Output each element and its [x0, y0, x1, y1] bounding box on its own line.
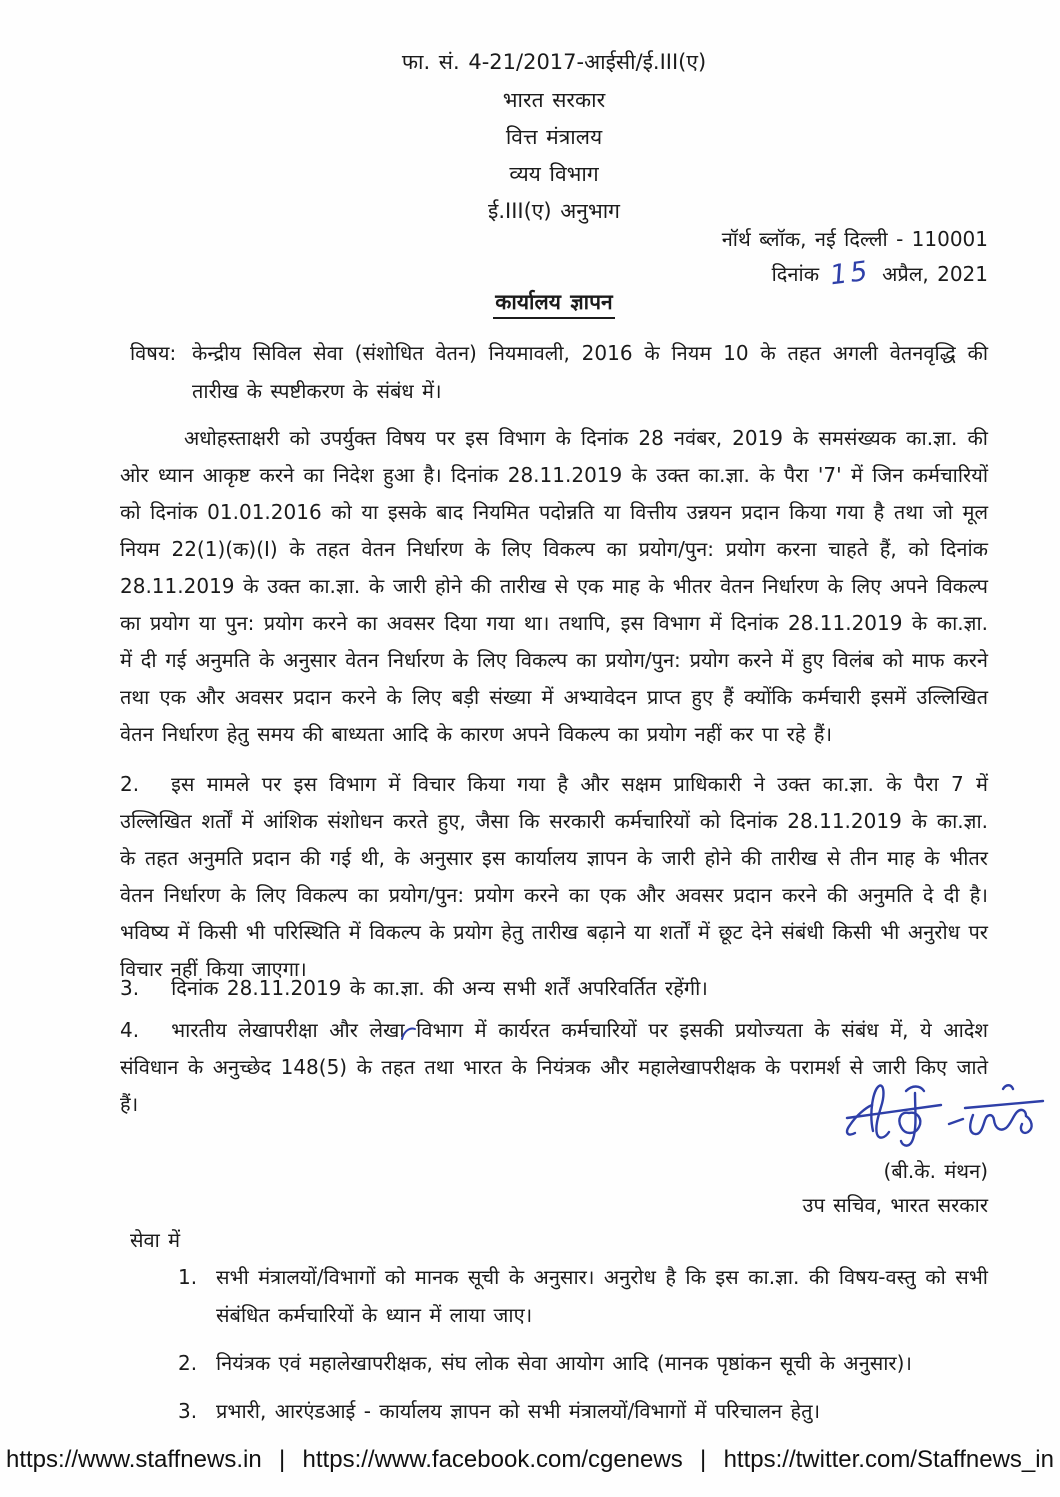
org-line-section: ई.III(ए) अनुभाग	[488, 199, 620, 223]
paragraph-number: 4.	[120, 1018, 140, 1042]
item-number: 3.	[178, 1399, 198, 1423]
distribution-item-2	[178, 1344, 988, 1382]
letterhead	[120, 44, 988, 230]
subject-line	[130, 334, 988, 410]
item-text: सभी मंत्रालयों/विभागों को मानक सूची के अनुसार। अनुरोध है कि इस का.ज्ञा. की विषय-वस्तु को सभी संबंधित कर्मचारियों के ध्यान में लाया जाए।	[216, 1265, 988, 1327]
handwritten-date: 15	[828, 255, 873, 292]
body-paragraph-2	[120, 766, 988, 988]
footer-separator: |	[278, 1446, 286, 1473]
paragraph-text: अधोहस्ताक्षरी को उपर्युक्त विषय पर इस विभाग के दिनांक 28 नवंबर, 2019 के समसंख्यक का.ज्ञा. की ओर ध्यान आकृष्ट करने का निदेश हुआ है। दिनांक 28.11.2019 के उक्त का.ज्ञा. के पैरा '7' में जिन कर्मचारियों को दिनांक 01.01.2016 को या इसके बाद नियमित पदोन्नति या वित्तीय उन्नयन प्रदान किया गया है तथा जो मूल नियम 22(1)(क)(I) के तहत वेतन निर्धारण के लिए विकल्प का प्रयोग/पुन: प्रयोग करना चाहते हैं, को दिनांक 28.11.2019 के उक्त का.ज्ञा. के जारी होने की तारीख से एक माह के भीतर वेतन निर्धारण के लिए अपने विकल्प का प्रयोग या पुन: प्रयोग करने का अवसर दिया गया था। तथापि, इस विभाग में दिनांक 28.11.2019 के का.ज्ञा. में दी गई अनुमति के अनुसार वेतन निर्धारण के लिए विकल्प का प्रयोग/पुन: प्रयोग करने में हुए विलंब को माफ करने तथा एक और अवसर प्रदान करने के लिए बड़ी संख्या में अभ्यावेदन प्राप्त हुए हैं क्योंकि कर्मचारी इसमें उल्लिखित वेतन निर्धारण हेतु समय की बाध्यता आदि के कारण अपने विकल्प का प्रयोग नहीं कर पा रहे हैं।	[120, 426, 988, 746]
item-text: प्रभारी, आरएंडआई - कार्यालय ज्ञापन को सभी मंत्रालयों/विभागों में परिचालन हेतु।	[216, 1399, 821, 1423]
address-date-block	[722, 222, 988, 291]
item-number: 2.	[178, 1351, 198, 1375]
org-line-department: व्यय विभाग	[509, 162, 599, 186]
date-suffix: अप्रैल, 2021	[882, 262, 988, 286]
distribution-item-1	[178, 1258, 988, 1334]
paragraph-number: 2.	[120, 772, 140, 796]
paragraph-text: दिनांक 28.11.2019 के का.ज्ञा. की अन्य सभी शर्तें अपरिवर्तित रहेंगी।	[171, 976, 708, 1000]
org-line-ministry: वित्त मंत्रालय	[505, 125, 603, 149]
footer-link-twitter: https://twitter.com/Staffnews_in	[723, 1446, 1054, 1473]
distribution-list	[178, 1258, 988, 1440]
item-text: नियंत्रक एवं महालेखापरीक्षक, संघ लोक सेवा आयोग आदि (मानक पृष्ठांकन सूची के अनुसार)।	[216, 1351, 912, 1375]
paragraph-text: भारतीय लेखापरीक्षा और लेखा विभाग में कार्यरत कर्मचारियों पर इसकी प्रयोज्यता के संबंध में, ये आदेश संविधान के अनुच्छेद 148(5) के तहत तथा भारत के नियंत्रक और महालेखापरीक्षक के परामर्श से जारी किए जाते हैं।	[120, 1018, 988, 1116]
date-prefix: दिनांक	[771, 262, 820, 286]
stray-ink-mark	[400, 1026, 418, 1042]
memo-title: कार्यालय ज्ञापन	[493, 290, 614, 319]
paragraph-number: 3.	[120, 976, 140, 1000]
footer-link-facebook: https://www.facebook.com/cgenews	[302, 1446, 683, 1473]
file-number: फा. सं. 4-21/2017-आईसी/ई.III(ए)	[401, 50, 707, 74]
signature-ink	[843, 1075, 1055, 1160]
memo-title-row	[120, 288, 988, 316]
footer-separator: |	[700, 1446, 707, 1473]
body-paragraph-1	[120, 420, 988, 753]
org-line-government: भारत सरकार	[502, 88, 606, 112]
signatory-name: (बी.के. मंथन)	[883, 1159, 988, 1183]
footer-link-staffnews: https://www.staffnews.in	[6, 1446, 262, 1473]
distribution-item-3	[178, 1392, 988, 1430]
date-line	[722, 256, 988, 291]
item-number: 1.	[178, 1265, 198, 1289]
distribution-heading: सेवा में	[130, 1228, 181, 1252]
subject-label: विषय:	[130, 341, 177, 365]
signatory-designation: उप सचिव, भारत सरकार	[802, 1193, 988, 1217]
subject-text: केन्द्रीय सिविल सेवा (संशोधित वेतन) नियमावली, 2016 के नियम 10 के तहत अगली वेतनवृद्धि की तारीख के स्पष्टीकरण के संबंध में।	[192, 341, 988, 403]
office-address: नॉर्थ ब्लॉक, नई दिल्ली - 110001	[721, 227, 988, 251]
footer-bar	[6, 1446, 1054, 1474]
body-paragraph-3	[120, 970, 988, 1007]
paragraph-text: इस मामले पर इस विभाग में विचार किया गया है और सक्षम प्राधिकारी ने उक्त का.ज्ञा. के पैरा 7 में उल्लिखित शर्तों में आंशिक संशोधन करते हुए, जैसा कि सरकारी कर्मचारियों को दिनांक 28.11.2019 के का.ज्ञा. के तहत अनुमति प्रदान की गई थी, के अनुसार इस कार्यालय ज्ञापन के जारी होने की तारीख से तीन माह के भीतर वेतन निर्धारण के लिए विकल्प का प्रयोग/पुन: प्रयोग करने का एक और अवसर प्रदान करने की अनुमति दे दी है। भविष्य में किसी भी परिस्थिति में विकल्प के प्रयोग हेतु तारीख बढ़ाने या शर्तों में छूट देने संबंधी किसी भी अनुरोध पर विचार नहीं किया जाएगा।	[120, 772, 988, 981]
